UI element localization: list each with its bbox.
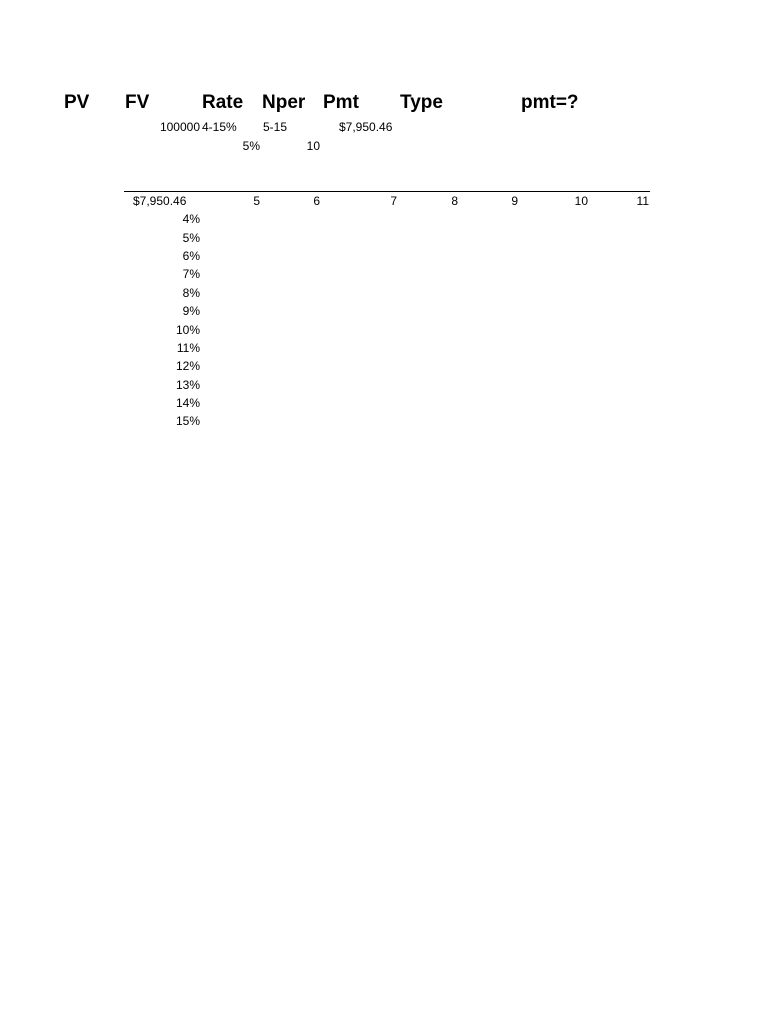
header-pmt: Pmt — [323, 92, 359, 113]
nper-value-cell: 10 — [306, 139, 320, 153]
table-top-border — [124, 191, 650, 192]
table-column-header: 11 — [636, 194, 649, 208]
table-column-header: 8 — [451, 194, 458, 208]
table-row-label: 8% — [182, 286, 200, 300]
rate-range-cell: 4-15% — [202, 120, 237, 134]
fv-value-cell: 100000 — [159, 120, 200, 134]
table-row-label: 9% — [182, 304, 200, 318]
table-row-label: 15% — [175, 414, 200, 428]
table-row-label: 13% — [175, 378, 200, 392]
table-row-label: 12% — [175, 359, 200, 373]
rate-value-cell: 5% — [242, 139, 260, 153]
table-row-label: 7% — [182, 267, 200, 281]
table-column-header: 5 — [253, 194, 260, 208]
table-row-label: 11% — [176, 341, 200, 355]
header-question: pmt=? — [521, 92, 579, 113]
header-pv: PV — [64, 92, 90, 113]
table-column-header: 7 — [390, 194, 397, 208]
table-row-label: 4% — [182, 212, 200, 226]
header-rate: Rate — [202, 92, 244, 113]
table-corner-cell: $7,950.46 — [133, 194, 187, 208]
nper-range-cell: 5-15 — [263, 120, 288, 134]
table-column-header: 9 — [511, 194, 518, 208]
table-row-label: 5% — [182, 231, 200, 245]
header-nper: Nper — [262, 92, 306, 113]
header-type: Type — [400, 92, 443, 113]
table-row-label: 10% — [175, 323, 200, 337]
table-column-header: 6 — [313, 194, 320, 208]
table-row-label: 6% — [182, 249, 200, 263]
header-fv: FV — [125, 92, 150, 113]
table-row-label: 14% — [175, 396, 200, 410]
pmt-result-cell: $7,950.46 — [339, 120, 393, 134]
table-column-header: 10 — [574, 194, 588, 208]
